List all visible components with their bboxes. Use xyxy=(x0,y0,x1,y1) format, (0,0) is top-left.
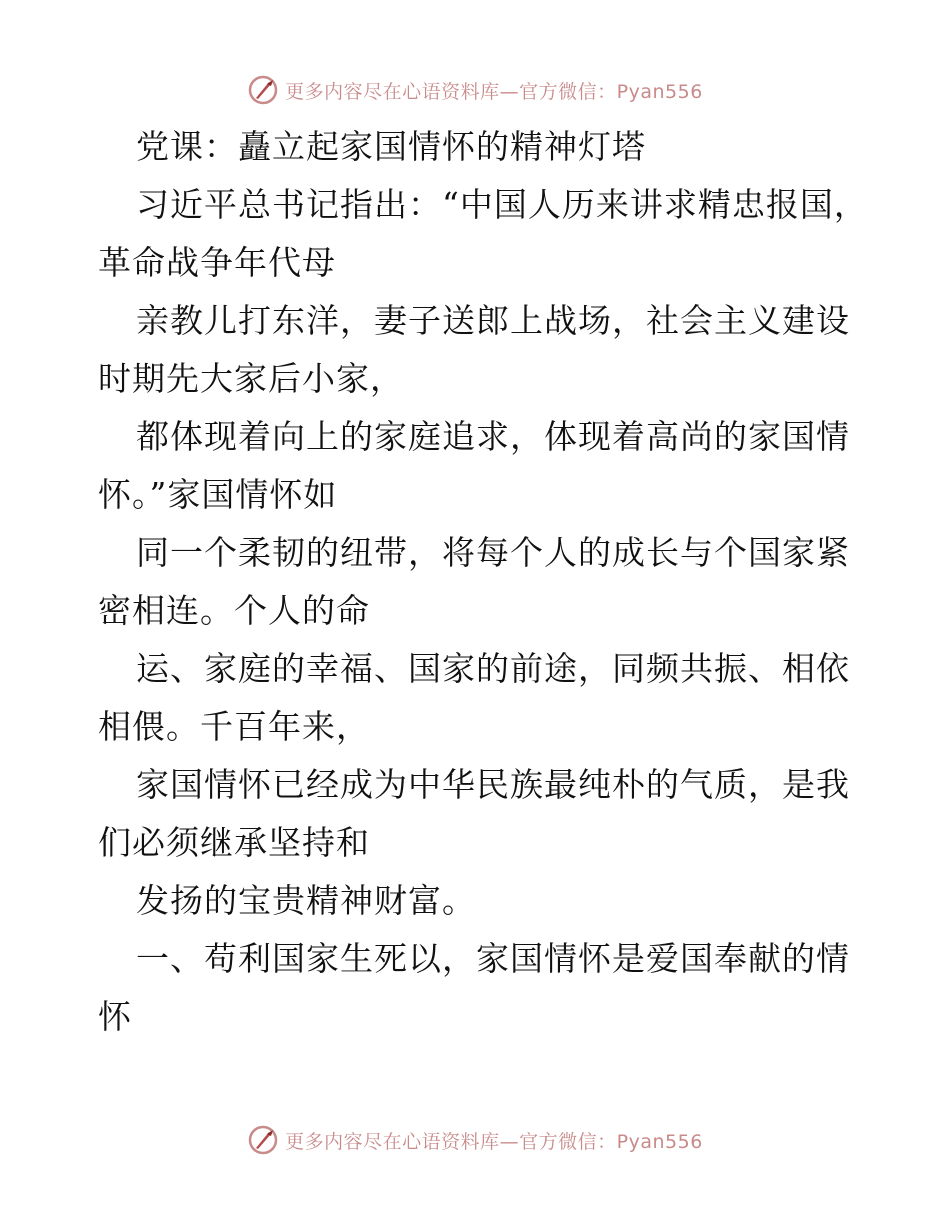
text-line: 怀 xyxy=(98,997,132,1036)
section-heading: 一、苟利国家生死以，家国情怀是爱国奉献的情 xyxy=(136,939,850,978)
feather-pen-logo-icon xyxy=(247,1124,279,1156)
watermark-text: 更多内容尽在心语资料库—官方微信：Pyan556 xyxy=(285,1130,703,1153)
text-line: 怀。”家国情怀如 xyxy=(98,475,338,514)
feather-pen-logo-icon xyxy=(247,74,279,106)
text-line: 相偎。千百年来， xyxy=(98,707,370,746)
text-line: 运、家庭的幸福、国家的前途，同频共振、相依 xyxy=(136,649,850,688)
footer-watermark xyxy=(0,1120,950,1160)
text-line: 革命战争年代母 xyxy=(98,243,336,282)
text-line: 都体现着向上的家庭追求，体现着高尚的家国情 xyxy=(136,417,850,456)
document-body xyxy=(98,118,868,1046)
text-line: 们必须继承坚持和 xyxy=(98,823,370,862)
text-line: 发扬的宝贵精神财富。 xyxy=(136,881,476,920)
text-line: 时期先大家后小家， xyxy=(98,359,404,398)
text-line: 同一个柔韧的纽带，将每个人的成长与个国家紧 xyxy=(136,533,850,572)
document-title: 党课：矗立起家国情怀的精神灯塔 xyxy=(136,127,646,166)
header-watermark xyxy=(0,70,950,110)
text-line: 家国情怀已经成为中华民族最纯朴的气质，是我 xyxy=(136,765,850,804)
text-line: 亲教儿打东洋，妻子送郎上战场，社会主义建设 xyxy=(136,301,850,340)
text-line: 密相连。个人的命 xyxy=(98,591,370,630)
watermark-text: 更多内容尽在心语资料库—官方微信：Pyan556 xyxy=(285,80,703,103)
text-line: 习近平总书记指出：“中国人历来讲求精忠报国， xyxy=(136,185,868,224)
